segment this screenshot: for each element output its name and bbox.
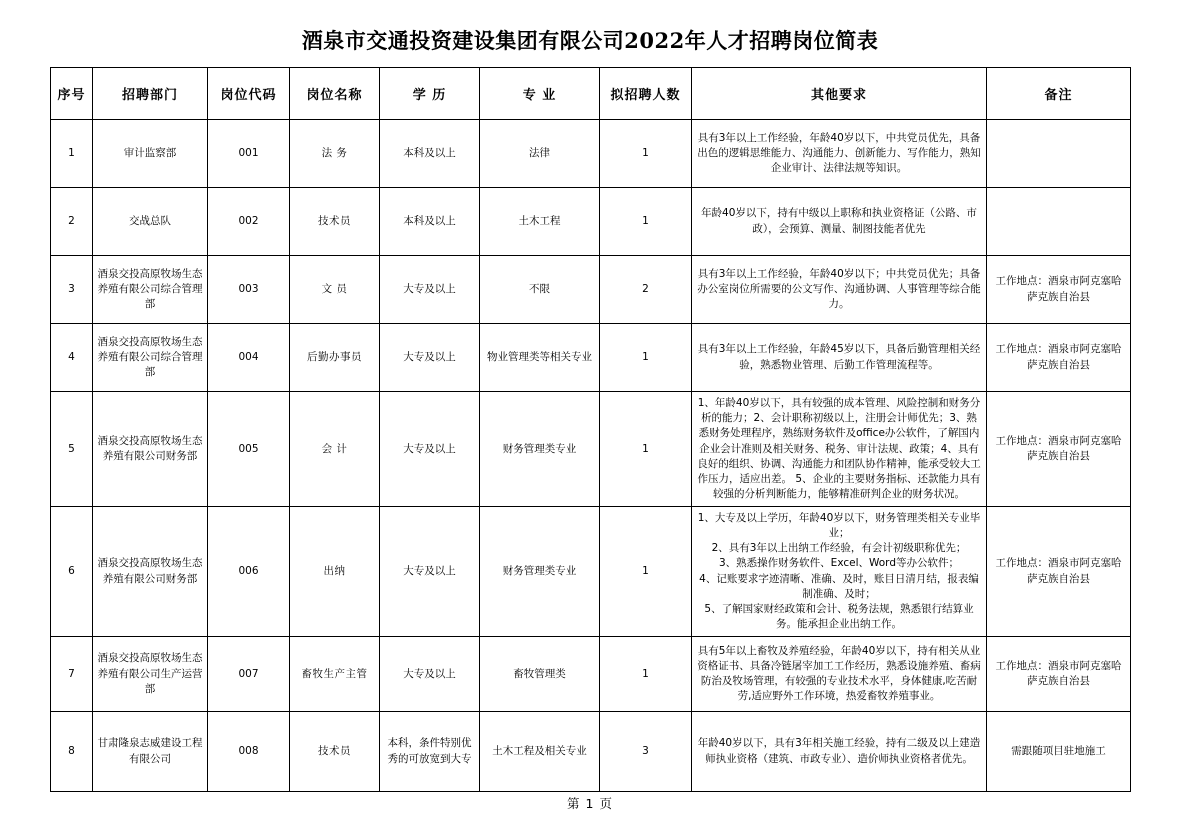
cell-requirements: 1、年龄40岁以下，具有较强的成本管理、风险控制和财务分析的能力；2、会计职称初级以上，注册会计师优先；3、熟悉财务处理程序，熟练财务软件及office办公软件，了解国内企业会计准则及相关财务、税务、审计法规、政策；4、具有良好的组织、协调、沟通能力和团队协作精神，能承受较大工作压力，适应出差。 5、企业的主要财务指标、还款能力具有较强的分析判断能力，能够精准研判企业的财务状况。 (692, 392, 987, 507)
cell-index: 4 (51, 324, 93, 392)
cell-department: 酒泉交投高原牧场生态养殖有限公司财务部 (93, 507, 208, 637)
cell-code: 004 (208, 324, 290, 392)
column-header-department: 招聘部门 (93, 68, 208, 120)
recruitment-table (50, 67, 1131, 792)
cell-requirements: 具有3年以上工作经验，年龄40岁以下，中共党员优先，具备出色的逻辑思维能力、沟通能力、创新能力、写作能力，熟知企业审计、法律法规等知识。 (692, 120, 987, 188)
cell-requirements: 具有3年以上工作经验，年龄40岁以下；中共党员优先；具备办公室岗位所需要的公文写作、沟通协调、人事管理等综合能力。 (692, 256, 987, 324)
cell-education: 本科，条件特别优秀的可放宽到大专 (380, 712, 480, 792)
cell-code: 001 (208, 120, 290, 188)
table-body (51, 120, 1131, 792)
table-row (51, 256, 1131, 324)
cell-count: 1 (600, 507, 692, 637)
cell-department: 酒泉交投高原牧场生态养殖有限公司综合管理部 (93, 324, 208, 392)
table-header-row (51, 68, 1131, 120)
cell-position: 技术员 (290, 712, 380, 792)
cell-education: 大专及以上 (380, 256, 480, 324)
cell-code: 006 (208, 507, 290, 637)
cell-code: 005 (208, 392, 290, 507)
cell-education: 大专及以上 (380, 324, 480, 392)
table-row (51, 637, 1131, 712)
cell-note: 工作地点：酒泉市阿克塞哈萨克族自治县 (987, 507, 1131, 637)
cell-requirements: 年龄40岁以下，持有中级以上职称和执业资格证（公路、市政），会预算、测量、制图技能者优先 (692, 188, 987, 256)
cell-note (987, 120, 1131, 188)
cell-index: 7 (51, 637, 93, 712)
cell-education: 本科及以上 (380, 120, 480, 188)
cell-count: 1 (600, 637, 692, 712)
cell-department: 甘肃隆泉志威建设工程有限公司 (93, 712, 208, 792)
cell-major: 土木工程及相关专业 (480, 712, 600, 792)
cell-major: 财务管理类专业 (480, 507, 600, 637)
cell-department: 交战总队 (93, 188, 208, 256)
cell-note: 工作地点：酒泉市阿克塞哈萨克族自治县 (987, 256, 1131, 324)
cell-code: 002 (208, 188, 290, 256)
cell-position: 畜牧生产主管 (290, 637, 380, 712)
cell-code: 008 (208, 712, 290, 792)
page-footer: 第 1 页 (567, 796, 613, 811)
cell-requirements: 年龄40岁以下，具有3年相关施工经验，持有二级及以上建造师执业资格（建筑、市政专业）、造价师执业资格者优先。 (692, 712, 987, 792)
table-row (51, 120, 1131, 188)
cell-department: 酒泉交投高原牧场生态养殖有限公司生产运营部 (93, 637, 208, 712)
cell-code: 003 (208, 256, 290, 324)
cell-position: 法 务 (290, 120, 380, 188)
cell-major: 法律 (480, 120, 600, 188)
table-header (51, 68, 1131, 120)
cell-requirements: 1、大专及以上学历，年龄40岁以下，财务管理类相关专业毕业； 2、具有3年以上出纳工作经验，有会计初级职称优先； 3、熟悉操作财务软件、Excel、Word等办公软件； 4、记账要求字迹清晰、准确、及时，账目日清月结，报表编制准确、及时； 5、了解国家财经政策和会计、税务法规，熟悉银行结算业务。能承担企业出纳工作。 (692, 507, 987, 637)
cell-position: 出纳 (290, 507, 380, 637)
column-header-position: 岗位名称 (290, 68, 380, 120)
cell-count: 3 (600, 712, 692, 792)
cell-index: 6 (51, 507, 93, 637)
column-header-code: 岗位代码 (208, 68, 290, 120)
cell-department: 酒泉交投高原牧场生态养殖有限公司财务部 (93, 392, 208, 507)
column-header-requirements: 其他要求 (692, 68, 987, 120)
cell-education: 大专及以上 (380, 507, 480, 637)
table-row (51, 392, 1131, 507)
cell-major: 土木工程 (480, 188, 600, 256)
cell-position: 会 计 (290, 392, 380, 507)
cell-department: 审计监察部 (93, 120, 208, 188)
table-row (51, 712, 1131, 792)
cell-note: 工作地点：酒泉市阿克塞哈萨克族自治县 (987, 324, 1131, 392)
cell-note (987, 188, 1131, 256)
cell-count: 1 (600, 188, 692, 256)
table-row (51, 507, 1131, 637)
table-row (51, 324, 1131, 392)
cell-education: 本科及以上 (380, 188, 480, 256)
cell-note: 工作地点：酒泉市阿克塞哈萨克族自治县 (987, 392, 1131, 507)
cell-requirements: 具有5年以上畜牧及养殖经验，年龄40岁以下，持有相关从业资格证书、具备冷链屠宰加工工作经历，熟悉设施养殖、畜病防治及牧场管理，有较强的专业技术水平，身体健康,吃苦耐劳,适应野外工作环境，热爱畜牧养殖事业。 (692, 637, 987, 712)
cell-count: 2 (600, 256, 692, 324)
cell-major: 物业管理类等相关专业 (480, 324, 600, 392)
cell-note: 需跟随项目驻地施工 (987, 712, 1131, 792)
cell-education: 大专及以上 (380, 392, 480, 507)
cell-note: 工作地点：酒泉市阿克塞哈萨克族自治县 (987, 637, 1131, 712)
table-container (0, 67, 1180, 792)
column-header-education: 学 历 (380, 68, 480, 120)
cell-index: 2 (51, 188, 93, 256)
column-header-count: 拟招聘人数 (600, 68, 692, 120)
cell-index: 3 (51, 256, 93, 324)
cell-major: 不限 (480, 256, 600, 324)
cell-position: 后勤办事员 (290, 324, 380, 392)
cell-code: 007 (208, 637, 290, 712)
column-header-major: 专 业 (480, 68, 600, 120)
page-title: 酒泉市交通投资建设集团有限公司2022年人才招聘岗位简表 (301, 28, 879, 53)
cell-major: 财务管理类专业 (480, 392, 600, 507)
column-header-note: 备注 (987, 68, 1131, 120)
column-header-index: 序号 (51, 68, 93, 120)
cell-index: 5 (51, 392, 93, 507)
cell-position: 技术员 (290, 188, 380, 256)
cell-education: 大专及以上 (380, 637, 480, 712)
cell-position: 文 员 (290, 256, 380, 324)
cell-department: 酒泉交投高原牧场生态养殖有限公司综合管理部 (93, 256, 208, 324)
cell-major: 畜牧管理类 (480, 637, 600, 712)
cell-count: 1 (600, 392, 692, 507)
table-row (51, 188, 1131, 256)
cell-count: 1 (600, 324, 692, 392)
cell-index: 1 (51, 120, 93, 188)
cell-index: 8 (51, 712, 93, 792)
cell-requirements: 具有3年以上工作经验，年龄45岁以下，具备后勤管理相关经验，熟悉物业管理、后勤工作管理流程等。 (692, 324, 987, 392)
cell-count: 1 (600, 120, 692, 188)
